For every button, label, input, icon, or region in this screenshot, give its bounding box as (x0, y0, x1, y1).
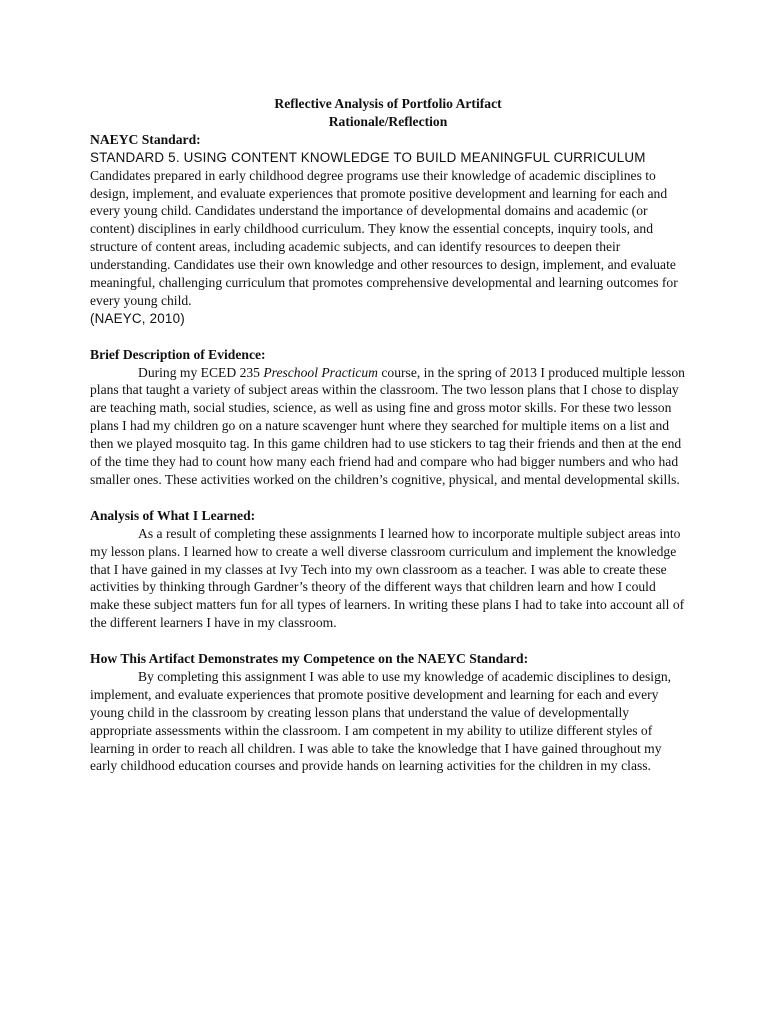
standard-citation: (NAEYC, 2010) (90, 310, 185, 326)
spacer (90, 489, 686, 507)
standard-body: Candidates prepared in early childhood degree programs use their knowledge of academic disciplines to design, implement, and evaluate experiences that promote positive development and learning for each and every young child. Candidates understand the importance of developmental domains and academic (or content) disciplines in early childhood curriculum. They know the essential concepts, inquiry tools, and structure of content areas, including academic subjects, and can identify resources to deepen their understanding. Candidates use their own knowledge and other resources to design, implement, and evaluate meaningful, challenging curriculum that promotes comprehensive developmental and learning outcomes for every young child. (90, 167, 678, 308)
competence-body: By completing this assignment I was able to use my knowledge of academic disciplines to design, implement, and evaluate experiences that promote positive development and learning for each and every young child in the classroom by creating lesson plans that understand the value of developmentally appropriate assessments within the classroom. I am competent in my ability to utilize different styles of learning in order to reach all children. I was able to take the knowledge that I have gained throughout my early childhood education courses and provide hands on learning activities for the children in my class. (90, 668, 672, 774)
standard-name: STANDARD 5. USING CONTENT KNOWLEDGE TO BUILD MEANINGFUL CURRICULUM (90, 149, 646, 165)
document-title (90, 95, 686, 131)
evidence-text-start: During my ECED 235 (138, 364, 264, 380)
competence-heading: How This Artifact Demonstrates my Competence on the NAEYC Standard: (90, 651, 529, 667)
evidence-heading: Brief Description of Evidence: (90, 346, 266, 362)
analysis-body: As a result of completing these assignments I learned how to incorporate multiple subject areas into my lesson plans. I learned how to create a well diverse classroom curriculum and implement the knowledge that I have gained in my classes at Ivy Tech into my own classroom as a teacher. I was able to create these activities by thinking through Gardner’s theory of the different ways that children learn and how I could make these subject matters fun for all types of learners. In writing these plans I had to take into account all of the different learners I have in my classroom. (90, 525, 685, 631)
spacer (90, 632, 686, 650)
title-line-1: Reflective Analysis of Portfolio Artifact (274, 96, 502, 111)
evidence-body (90, 364, 686, 489)
course-title: Preschool Practicum (263, 364, 378, 380)
title-line-2: Rationale/Reflection (328, 113, 448, 129)
evidence-text-end: course, in the spring of 2013 I produced multiple lesson plans that taught a variety of subject areas within the classroom. The two lesson plans that I chose to display are teaching math, social studies, science, as well as using fine and gross motor skills. For these two lesson plans I had my children go on a nature scavenger hunt where they searched for multiple items on a list and then we played mosquito tag. In this game children had to use stickers to tag their friends and then at the end of the time they had to count how many each friend had and compare who had bigger numbers and who had smaller ones. These activities worked on the children’s cognitive, physical, and mental developmental skills. (90, 364, 685, 488)
document-page (90, 95, 686, 775)
naeyc-standard-heading: NAEYC Standard: (90, 131, 201, 147)
spacer (90, 328, 686, 346)
analysis-heading: Analysis of What I Learned: (90, 507, 256, 523)
